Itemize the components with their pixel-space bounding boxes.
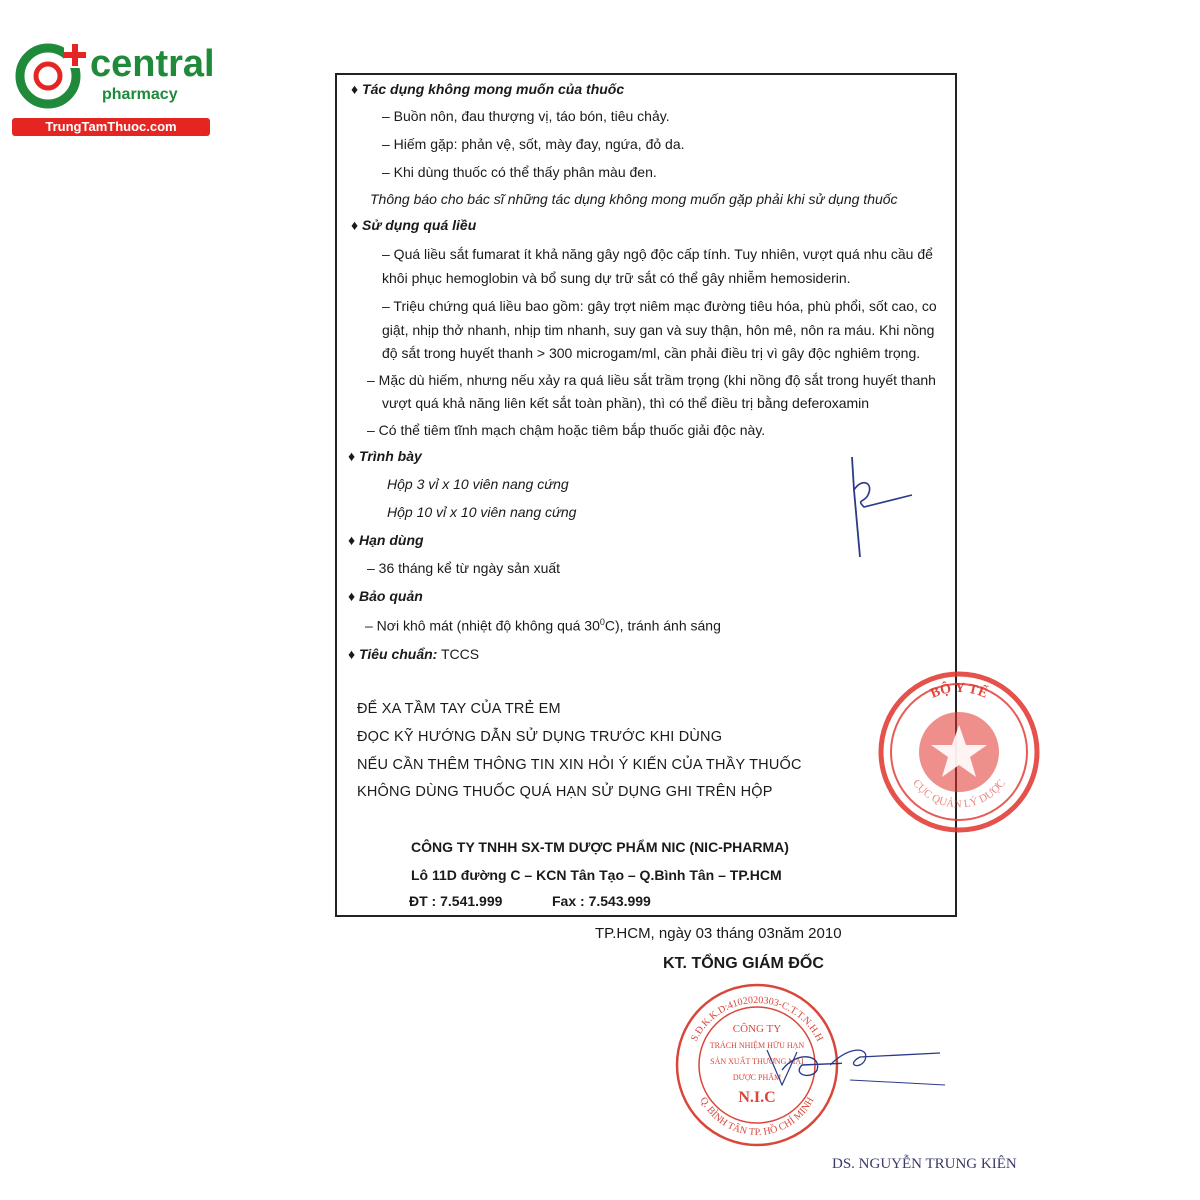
standard-heading: ♦ Tiêu chuẩn:	[348, 646, 438, 662]
standard-line	[348, 646, 479, 662]
logo-subtitle: pharmacy	[102, 86, 178, 103]
ministry-of-health-stamp	[874, 667, 1044, 837]
overdose-item-line: – Triệu chứng quá liều bao gồm: gây trợt niêm mạc đường tiêu hóa, phù phổi, sốt cao, co	[382, 298, 937, 314]
overdose-item-line: giật, nhịp thở nhanh, nhịp tim nhanh, suy gan và suy thận, hôn mê, nôn ra máu. Khi nồng	[382, 322, 935, 338]
pharmacy-cross-logo-icon	[12, 38, 90, 114]
company-stamp-line: N.I.C	[738, 1089, 776, 1106]
side-effect-item: – Hiếm gặp: phản vệ, sốt, mày đay, ngứa, đỏ da.	[382, 136, 685, 152]
initials-signature-icon	[842, 455, 922, 565]
warning-line: ĐỂ XA TẦM TAY CỦA TRẺ EM	[357, 701, 561, 717]
ministry-stamp-bottom-text: CỤC QUẢN LÝ DƯỢC	[910, 777, 1008, 811]
side-effect-item: – Buồn nôn, đau thượng vị, táo bón, tiêu chảy.	[382, 108, 670, 124]
storage-item-text-end: C), tránh ánh sáng	[604, 617, 721, 634]
director-signature-icon	[830, 1035, 950, 1095]
company-stamp-line: CÔNG TY	[732, 1023, 782, 1035]
side-effects-heading: ♦ Tác dụng không mong muốn của thuốc	[351, 81, 625, 97]
shelf-life-item: – 36 tháng kể từ ngày sản xuất	[367, 560, 561, 576]
company-nic-stamp	[672, 980, 842, 1150]
presentation-heading: ♦ Trình bày	[348, 448, 422, 464]
overdose-item-line: vượt quá khả năng liên kết sắt toàn phần), thì có thể điều trị bằng deferoxamin	[382, 395, 870, 411]
presentation-item: Hộp 3 vỉ x 10 viên nang cứng	[387, 476, 569, 492]
overdose-heading: ♦ Sử dụng quá liều	[351, 217, 477, 233]
date-line: TP.HCM, ngày 03 tháng 03năm 2010	[595, 925, 842, 942]
logo-brand-name: central	[90, 43, 215, 85]
storage-degree-sup: 0	[599, 617, 605, 627]
central-pharmacy-logo	[12, 38, 215, 138]
company-stamp-line: DƯỢC PHẨM	[732, 1073, 782, 1082]
overdose-item-line: – Mặc dù hiếm, nhưng nếu xảy ra quá liều sắt trầm trọng (khi nồng độ sắt trong huyết thanh	[367, 372, 936, 388]
company-stamp-line: TRÁCH NHIỆM HỮU HẠN	[709, 1041, 805, 1050]
overdose-item-line: khôi phục hemoglobin và bổ sung dự trữ sắt có thể gây nhiễm hemosiderin.	[382, 270, 851, 286]
overdose-item-line: – Có thể tiêm tĩnh mạch chậm hoặc tiêm bắp thuốc giải độc này.	[367, 422, 766, 438]
presentation-item: Hộp 10 vỉ x 10 viên nang cứng	[387, 504, 577, 520]
storage-item-text: – Nơi khô mát (nhiệt độ không quá 30	[365, 617, 600, 634]
company-fax: Fax : 7.543.999	[552, 893, 651, 909]
svg-text:BỘ Y TẾ	[928, 679, 990, 701]
warning-line: KHÔNG DÙNG THUỐC QUÁ HẠN SỬ DỤNG GHI TRÊN HỘP	[357, 784, 773, 800]
company-stamp-ring-top: S.Đ.K.K.D:4102020303-C.T.T.N.H.H	[688, 994, 826, 1044]
company-address: Lô 11D đường C – KCN Tân Tạo – Q.Bình Tân – TP.HCM	[411, 867, 782, 883]
shelf-life-heading: ♦ Hạn dùng	[348, 532, 424, 548]
ministry-stamp-top-text: BỘ Y TẾ	[928, 680, 990, 702]
director-title: KT. TỔNG GIÁM ĐỐC	[663, 955, 824, 972]
standard-value: TCCS	[440, 646, 480, 662]
overdose-item-line: – Quá liều sắt fumarat ít khả năng gây ngộ độc cấp tính. Tuy nhiên, vượt quá nhu cầu để	[382, 246, 933, 262]
logo-website-url: TrungTamThuoc.com	[12, 118, 210, 136]
company-name: CÔNG TY TNHH SX-TM DƯỢC PHẨM NIC (NIC-PHARMA)	[411, 839, 789, 855]
warning-line: ĐỌC KỸ HƯỚNG DẪN SỬ DỤNG TRƯỚC KHI DÙNG	[357, 729, 723, 745]
storage-item	[365, 617, 721, 634]
company-stamp-line: SẢN XUẤT THƯƠNG MẠI	[710, 1057, 804, 1066]
side-effects-note: Thông báo cho bác sĩ những tác dụng không mong muốn gặp phải khi sử dụng thuốc	[370, 191, 898, 207]
overdose-item-line: độ sắt trong huyết thanh > 300 microgam/ml, cần phải điều trị vì gây độc nghiêm trọng.	[382, 345, 921, 361]
signer-name: DS. NGUYỄN TRUNG KIÊN	[832, 1156, 1017, 1172]
storage-heading: ♦ Bảo quản	[348, 588, 423, 604]
leaflet-content-box	[335, 73, 1008, 917]
company-stamp-ring-bottom: Q. BÌNH TÂN TP. HỒ CHÍ MINH	[697, 1095, 817, 1139]
side-effect-item: – Khi dùng thuốc có thể thấy phân màu đen.	[382, 164, 657, 180]
company-phone: ĐT : 7.541.999	[409, 893, 503, 909]
warning-line: NẾU CẦN THÊM THÔNG TIN XIN HỎI Ý KIẾN CỦA THẦY THUỐC	[357, 757, 802, 773]
